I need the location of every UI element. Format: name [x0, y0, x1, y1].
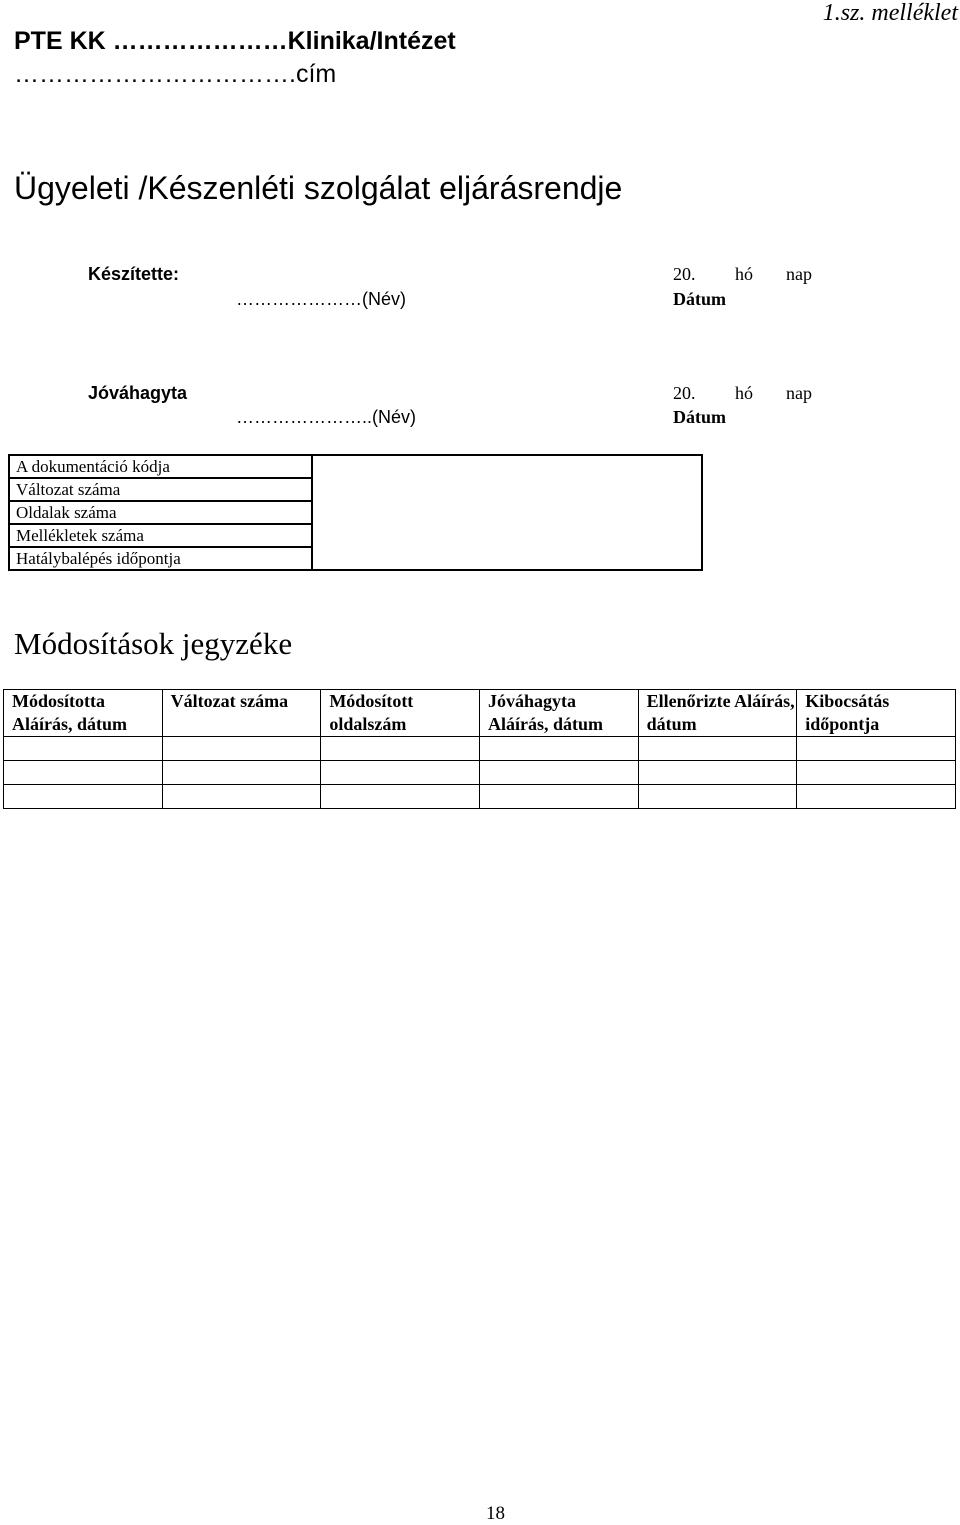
table-cell[interactable] [797, 785, 956, 809]
header-modified-by: Módosította Aláírás, dátum [4, 690, 163, 737]
info-value-cell[interactable] [312, 455, 702, 570]
info-label: A dokumentáció kódja [9, 455, 312, 478]
table-cell[interactable] [479, 785, 638, 809]
prepared-month: hó [735, 264, 753, 284]
approved-name-field: …………………..(Név) [236, 407, 416, 427]
table-cell[interactable] [4, 761, 163, 785]
table-row [4, 737, 956, 761]
table-cell[interactable] [797, 737, 956, 761]
prepared-label: Készítette: [88, 264, 180, 284]
table-cell[interactable] [162, 737, 321, 761]
modifications-header-row [4, 690, 956, 737]
table-row [4, 785, 956, 809]
table-cell[interactable] [321, 737, 480, 761]
prepared-name-field: …………………(Név) [236, 289, 406, 309]
header-approved-by: Jóváhagyta Aláírás, dátum [479, 690, 638, 737]
header-version: Változat száma [162, 690, 321, 737]
table-cell[interactable] [479, 761, 638, 785]
info-label: Hatálybalépés időpontja [9, 547, 312, 570]
address-line: …………………………….cím [14, 60, 337, 88]
institution-line: PTE KK …………………Klinika/Intézet [14, 27, 456, 55]
header-issue-date: Kibocsátás időpontja [797, 690, 956, 737]
page-number: 18 [486, 1503, 505, 1524]
info-label: Oldalak száma [9, 501, 312, 524]
document-title: Ügyeleti /Készenléti szolgálat eljárásrendje [14, 170, 623, 206]
modifications-table [3, 689, 956, 809]
table-cell[interactable] [162, 785, 321, 809]
info-label: Változat száma [9, 478, 312, 501]
table-row [4, 761, 956, 785]
prepared-date-label: Dátum [673, 289, 726, 309]
document-info-table [8, 454, 703, 571]
table-cell[interactable] [4, 737, 163, 761]
approved-date-label: Dátum [673, 407, 726, 427]
approved-label: Jóváhagyta [88, 383, 188, 403]
table-cell[interactable] [4, 785, 163, 809]
approved-day: nap [786, 383, 812, 403]
modifications-title: Módosítások jegyzéke [14, 626, 293, 661]
info-row [9, 455, 702, 478]
approved-month: hó [735, 383, 753, 403]
table-cell[interactable] [321, 761, 480, 785]
table-cell[interactable] [321, 785, 480, 809]
table-cell[interactable] [479, 737, 638, 761]
table-cell[interactable] [638, 761, 797, 785]
table-cell[interactable] [638, 737, 797, 761]
table-cell[interactable] [638, 785, 797, 809]
prepared-day: nap [786, 264, 812, 284]
header-checked-by: Ellenőrizte Aláírás, dátum [638, 690, 797, 737]
prepared-date-prefix: 20. [673, 264, 696, 284]
info-label: Mellékletek száma [9, 524, 312, 547]
header-modified-pages: Módosított oldalszám [321, 690, 480, 737]
approved-date-prefix: 20. [673, 383, 696, 403]
table-cell[interactable] [162, 761, 321, 785]
annex-label: 1.sz. melléklet [822, 0, 958, 26]
table-cell[interactable] [797, 761, 956, 785]
